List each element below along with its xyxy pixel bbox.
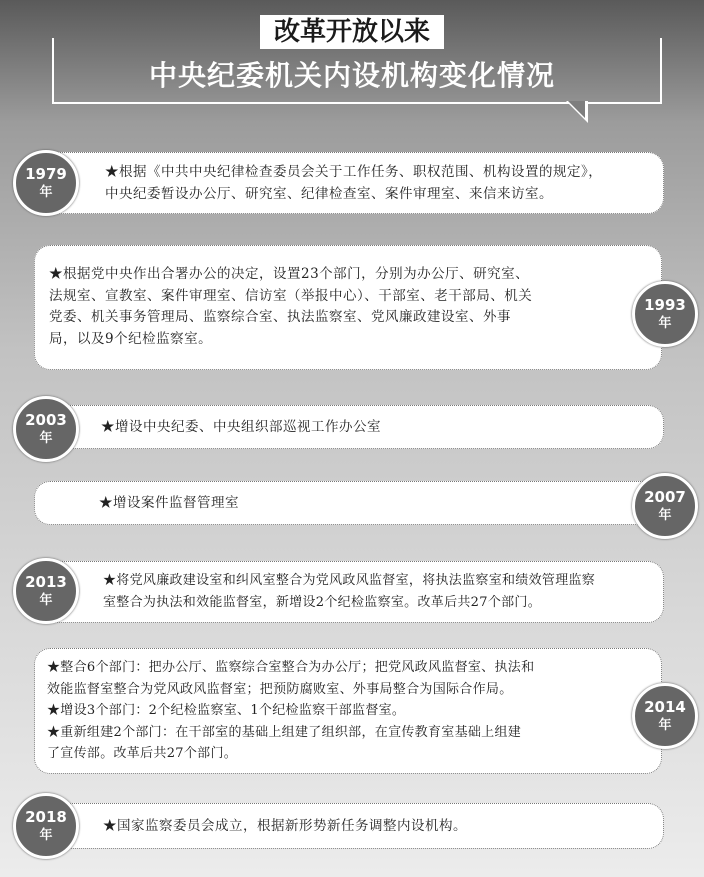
- entry-text-line: ★重新组建2个部门：在干部室的基础上组建了组织部，在宣传教育室基础上组建: [47, 724, 522, 740]
- entry-1993-box: [34, 245, 662, 370]
- entry-text-line: 法规室、宣教室、案件审理室、信访室（举报中心）、干部室、老干部局、机关: [49, 287, 533, 304]
- entry-text-line: ★增设案件监督管理室: [99, 495, 239, 511]
- year-badge-2013: 2013 年: [13, 558, 79, 624]
- entry-text-line: ★根据《中共中央纪律检查委员会关于工作任务、职权范围、机构设置的规定》，: [105, 164, 603, 180]
- entry-1979-box: [40, 152, 664, 214]
- year-badge-2007: 2007 年: [632, 473, 698, 539]
- entry-text-line: 局，以及9个纪检监察室。: [49, 330, 213, 347]
- year-badge-1993: 1993 年: [632, 281, 698, 347]
- entry-text-line: ★整合6个部门：把办公厅、监察综合室整合为办公厅；把党风政风监督室、执法和: [47, 660, 535, 675]
- entry-text-line: 党委、机关事务管理局、监察综合室、执法监察室、党风廉政建设室、外事: [49, 309, 511, 325]
- entry-text-line: 中央纪委暂设办公厅、研究室、纪律检查室、案件审理室、来信来访室。: [105, 185, 553, 202]
- year-badge-1979: 1979 年: [13, 150, 79, 216]
- year-badge-2003: 2003 年: [13, 396, 79, 462]
- entry-2013-box: [40, 561, 664, 623]
- entry-text-line: ★将党风廉政建设室和纠风室整合为党风政风监督室，将执法监察室和绩效管理监察: [103, 573, 596, 588]
- entry-2014-box: [34, 648, 662, 774]
- title-line-2: 中央纪委机关内设机构变化情况: [148, 59, 555, 92]
- entry-2018-box: [40, 803, 664, 849]
- title-line-1: 改革开放以来: [0, 16, 704, 48]
- entry-text-line: 效能监督室整合为党风政风监督室；把预防腐败室、外事局整合为国际合作局。: [47, 681, 513, 697]
- entry-text-line: ★增设3个部门：2个纪检监察室、1个纪检监察干部监督室。: [47, 703, 406, 718]
- entry-2003-box: [40, 405, 664, 449]
- entry-text-line: ★根据党中央作出合署办公的决定，设置23个部门，分别为办公厅、研究室、: [49, 266, 530, 282]
- entry-text-line: 室整合为执法和效能监督室，新增设2个纪检监察室。改革后共27个部门。: [103, 594, 542, 610]
- entry-text-line: 了宣传部。改革后共27个部门。: [47, 746, 238, 761]
- year-badge-2018: 2018 年: [13, 793, 79, 859]
- entry-2007-box: [34, 481, 666, 525]
- entry-text-line: ★增设中央纪委、中央组织部巡视工作办公室: [101, 419, 381, 435]
- year-badge-2014: 2014 年: [632, 683, 698, 749]
- entry-text-line: ★国家监察委员会成立，根据新形势新任务调整内设机构。: [103, 818, 467, 834]
